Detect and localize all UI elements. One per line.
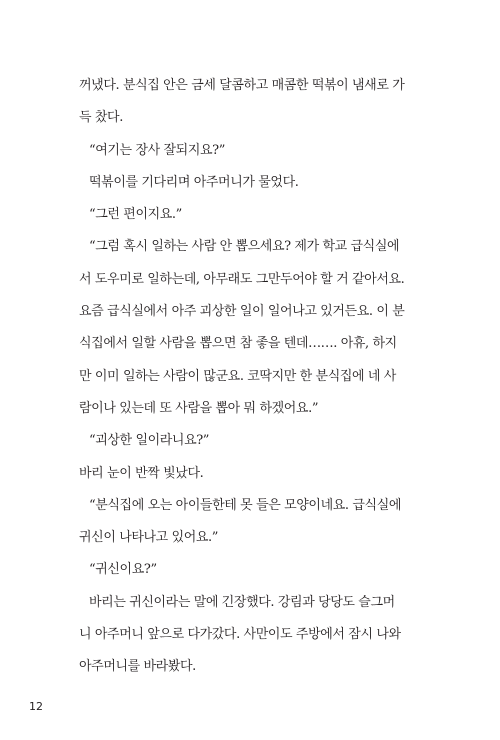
text-line: “여기는 장사 잘되지요?” bbox=[89, 142, 225, 158]
text-line: “그런 편이지요.” bbox=[89, 207, 182, 223]
text-line: 서 도우미로 일하는데, 아무래도 그만두어야 할 거 같아서요. bbox=[79, 271, 405, 287]
text-line: 바리 눈이 반짝 빛났다. bbox=[79, 465, 204, 481]
text-line: “그럼 혹시 일하는 사람 안 뽑으세요? 제가 학교 급식실에 bbox=[89, 239, 400, 255]
text-line: “분식집에 오는 아이들한테 못 들은 모양이네요. 급식실에 bbox=[89, 497, 402, 513]
text-line: 만 이미 일하는 사람이 많군요. 코딱지만 한 분식집에 네 사 bbox=[79, 368, 396, 384]
text-line: 꺼냈다. 분식집 안은 금세 달콤하고 매콤한 떡볶이 냄새로 가 bbox=[79, 78, 405, 93]
text-line: 바리는 귀신이라는 말에 긴장했다. 강림과 당당도 슬그머 bbox=[89, 594, 395, 610]
text-line: 식집에서 일할 사람을 뽑으면 참 좋을 텐데……. 아휴, 하지 bbox=[79, 336, 397, 352]
text-line: 득 찼다. bbox=[79, 110, 123, 126]
page-number: 12 bbox=[29, 700, 43, 713]
text-line: 요즘 급식실에서 아주 괴상한 일이 일어나고 있거든요. 이 분 bbox=[79, 304, 405, 320]
text-line: “귀신이요?” bbox=[89, 562, 157, 578]
text-line: 귀신이 나타나고 있어요.” bbox=[79, 530, 219, 546]
text-line: 니 아주머니 앞으로 다가갔다. 사만이도 주방에서 잠시 나와 bbox=[79, 627, 401, 643]
text-line: 아주머니를 바라봤다. bbox=[79, 659, 196, 675]
body-text bbox=[79, 70, 429, 684]
text-line: 떡볶이를 기다리며 아주머니가 물었다. bbox=[89, 174, 299, 190]
text-line: “괴상한 일이라니요?” bbox=[89, 433, 210, 449]
text-line: 람이나 있는데 또 사람을 뽑아 뭐 하겠어요.” bbox=[79, 400, 319, 416]
